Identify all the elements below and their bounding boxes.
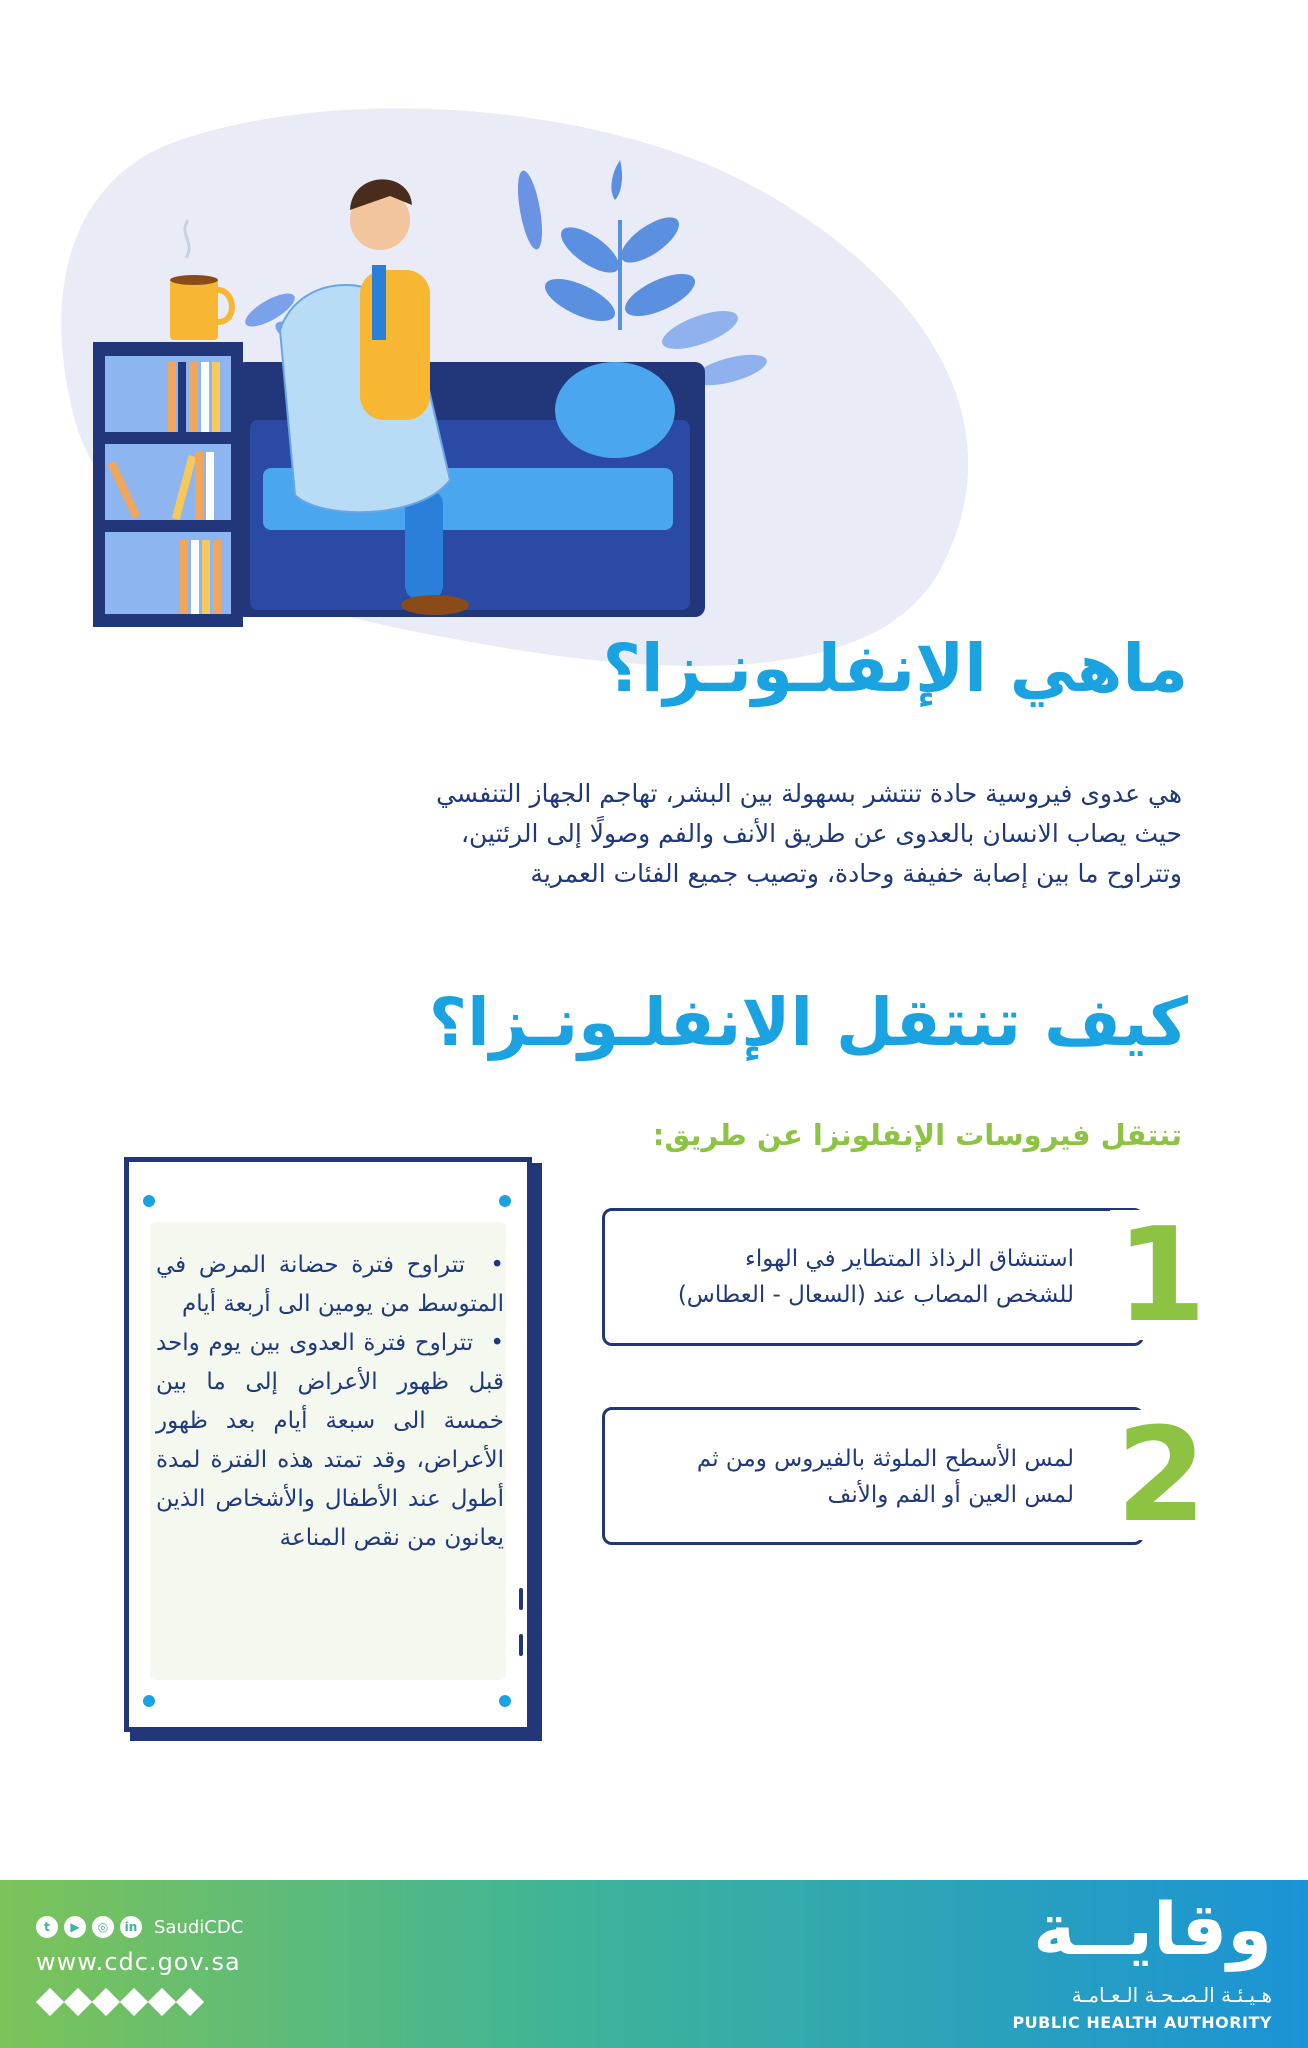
authority-name-arabic: هـيـئـة الـصـحـة الـعـامـة <box>1071 1983 1272 2007</box>
incubation-bullet: • تتراوح فترة حضانة المرض في المتوسط من يومين الى أربعة أيام <box>156 1246 504 1324</box>
card-corner-dot <box>143 1695 155 1707</box>
intro-line: وتتراوح ما بين إصابة خفيفة وحادة، وتصيب جميع الفئات العمرية <box>530 859 1182 888</box>
diamond-decoration <box>120 1988 148 2016</box>
card-corner-dot <box>143 1195 155 1207</box>
diamond-decoration <box>148 1988 176 2016</box>
intro-line: حيث يصاب الانسان بالعدوى عن طريق الأنف والفم وصولًا إلى الرئتين، <box>460 819 1182 848</box>
card-corner-dot <box>499 1695 511 1707</box>
website-link[interactable]: www.cdc.gov.sa <box>36 1948 241 1976</box>
card-corner-dot <box>499 1195 511 1207</box>
method-1-line: للشخص المصاب عند (السعال - العطاس) <box>677 1282 1074 1308</box>
footer-diamonds <box>40 1992 200 2012</box>
wiqaya-logo: وقايــة <box>1033 1887 1272 1971</box>
card-side-tick <box>519 1588 523 1610</box>
method-2-line: لمس العين أو الفم والأنف <box>827 1482 1074 1508</box>
bookshelf <box>93 342 243 627</box>
title-how-transmitted: كيف تنتقل الإنفلـونـزا؟ <box>428 984 1188 1061</box>
contagious-period-bullet: • تتراوح فترة العدوى بين يوم واحد قبل ظهور الأعراض إلى ما بين خمسة الى سبعة أيام بعد ظهور الأعراض، وقد تمتد هذه الفترة لمدة أطول عند الأطفال والأشخاص الذين يعانون من نقص المناعة <box>156 1324 504 1558</box>
sick-person-illustration <box>60 100 1020 680</box>
social-links <box>36 1916 243 1938</box>
diamond-decoration <box>92 1988 120 2016</box>
intro-paragraph <box>252 774 1182 894</box>
method-2-text <box>636 1441 1074 1513</box>
youtube-icon[interactable]: ▶ <box>64 1916 86 1938</box>
linkedin-icon[interactable]: in <box>120 1916 142 1938</box>
diamond-decoration <box>64 1988 92 2016</box>
intro-line: هي عدوى فيروسية حادة تنتشر بسهولة بين البشر، تهاجم الجهاز التنفسي <box>436 779 1182 808</box>
diamond-decoration <box>176 1988 204 2016</box>
title-what-is-influenza: ماهي الإنفلـونـزا؟ <box>602 630 1188 707</box>
twitter-icon[interactable]: t <box>36 1916 58 1938</box>
method-1-text <box>636 1241 1074 1313</box>
method-2-number: 2 <box>1110 1410 1212 1540</box>
method-1-number: 1 <box>1110 1210 1212 1340</box>
card-side-tick <box>519 1634 523 1656</box>
method-2-line: لمس الأسطح الملوثة بالفيروس ومن ثم <box>696 1446 1074 1472</box>
instagram-icon[interactable]: ◎ <box>92 1916 114 1938</box>
info-card-text <box>156 1246 504 1558</box>
authority-name-english: PUBLIC HEALTH AUTHORITY <box>1012 2013 1272 2032</box>
transmission-subtitle: تنتقل فيروسات الإنفلونزا عن طريق: <box>652 1118 1182 1152</box>
social-handle[interactable]: SaudiCDC <box>154 1916 244 1938</box>
method-1-line: استنشاق الرذاذ المتطاير في الهواء <box>745 1246 1074 1272</box>
diamond-decoration <box>36 1988 64 2016</box>
